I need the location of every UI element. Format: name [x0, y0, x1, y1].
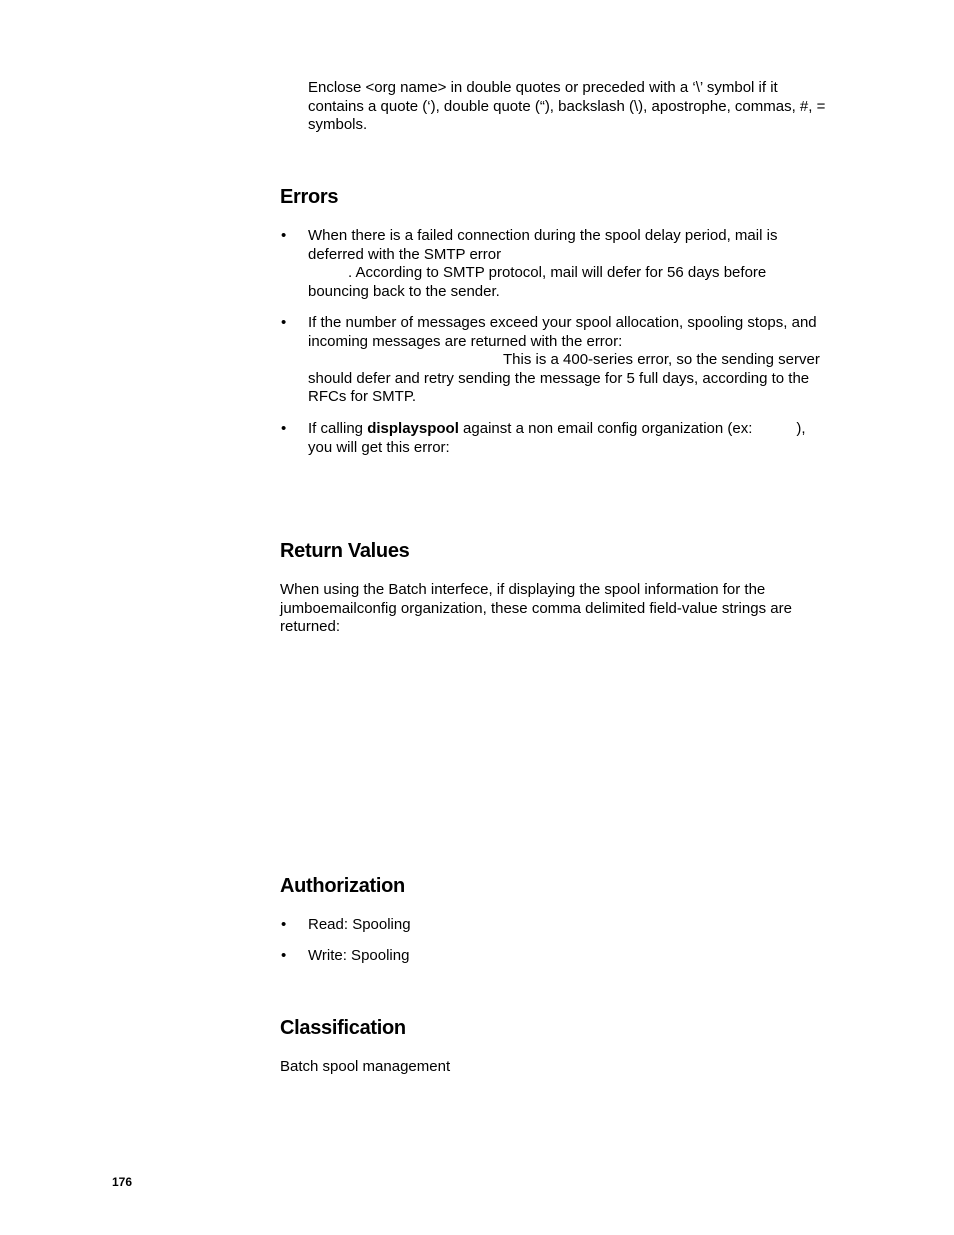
authorization-item-label: Read: Spooling — [308, 916, 411, 933]
classification-text: Batch spool management — [280, 1058, 451, 1075]
authorization-item — [308, 947, 848, 966]
bullet-icon: • — [281, 947, 287, 964]
errors-item-line: . According to SMTP protocol, mail will defer for 56 days before — [348, 264, 767, 282]
authorization-item-label: Write: Spooling — [308, 947, 410, 964]
command-name: displayspool — [367, 420, 459, 437]
errors-item-line: bouncing back to the sender. — [308, 282, 500, 300]
errors-item-line: RFCs for SMTP. — [308, 388, 417, 406]
errors-item-close: ), — [796, 420, 806, 437]
intro-line: symbols. — [308, 116, 368, 134]
return-values-heading: Return Values — [280, 540, 410, 562]
authorization-heading: Authorization — [280, 875, 405, 897]
errors-item-suffix: against a non email config organization (ex: — [458, 420, 753, 437]
errors-item-2 — [308, 314, 848, 407]
errors-item-line: incoming messages are returned with the error: — [308, 332, 623, 350]
errors-item-1 — [308, 227, 848, 301]
return-values-line: jumboemailconfig organization, these comma delimited field-value strings are — [280, 599, 792, 617]
return-values-line: When using the Batch interfece, if displaying the spool information for the — [280, 581, 766, 598]
errors-item-line: This is a 400-series error, so the sending server — [503, 351, 820, 369]
errors-item-line: should defer and retry sending the message for 5 full days, according to the — [308, 369, 810, 387]
return-values-line: returned: — [280, 618, 341, 636]
bullet-icon: • — [281, 916, 287, 933]
errors-heading: Errors — [280, 186, 339, 208]
return-values-paragraph — [280, 581, 840, 637]
authorization-item — [308, 916, 848, 935]
errors-item-3 — [308, 420, 848, 457]
classification-heading: Classification — [280, 1017, 406, 1039]
page-number: 176 — [112, 1175, 133, 1189]
errors-item-line: deferred with the SMTP error — [308, 245, 502, 263]
intro-line: Enclose <org name> in double quotes or preceded with a ‘\’ symbol if it — [308, 79, 778, 96]
errors-item-line: When there is a failed connection during the spool delay period, mail is — [308, 227, 778, 244]
intro-paragraph — [308, 79, 848, 135]
intro-line: contains a quote (‘), double quote (“), backslash (\), apostrophe, commas, #, = — [308, 97, 826, 115]
errors-item-line — [308, 420, 848, 439]
errors-item-prefix: If calling — [308, 420, 368, 437]
bullet-icon: • — [281, 227, 287, 244]
bullet-icon: • — [281, 314, 287, 331]
errors-item-line: you will get this error: — [308, 438, 450, 456]
bullet-icon: • — [281, 420, 287, 437]
errors-item-line: If the number of messages exceed your spool allocation, spooling stops, and — [308, 314, 817, 331]
